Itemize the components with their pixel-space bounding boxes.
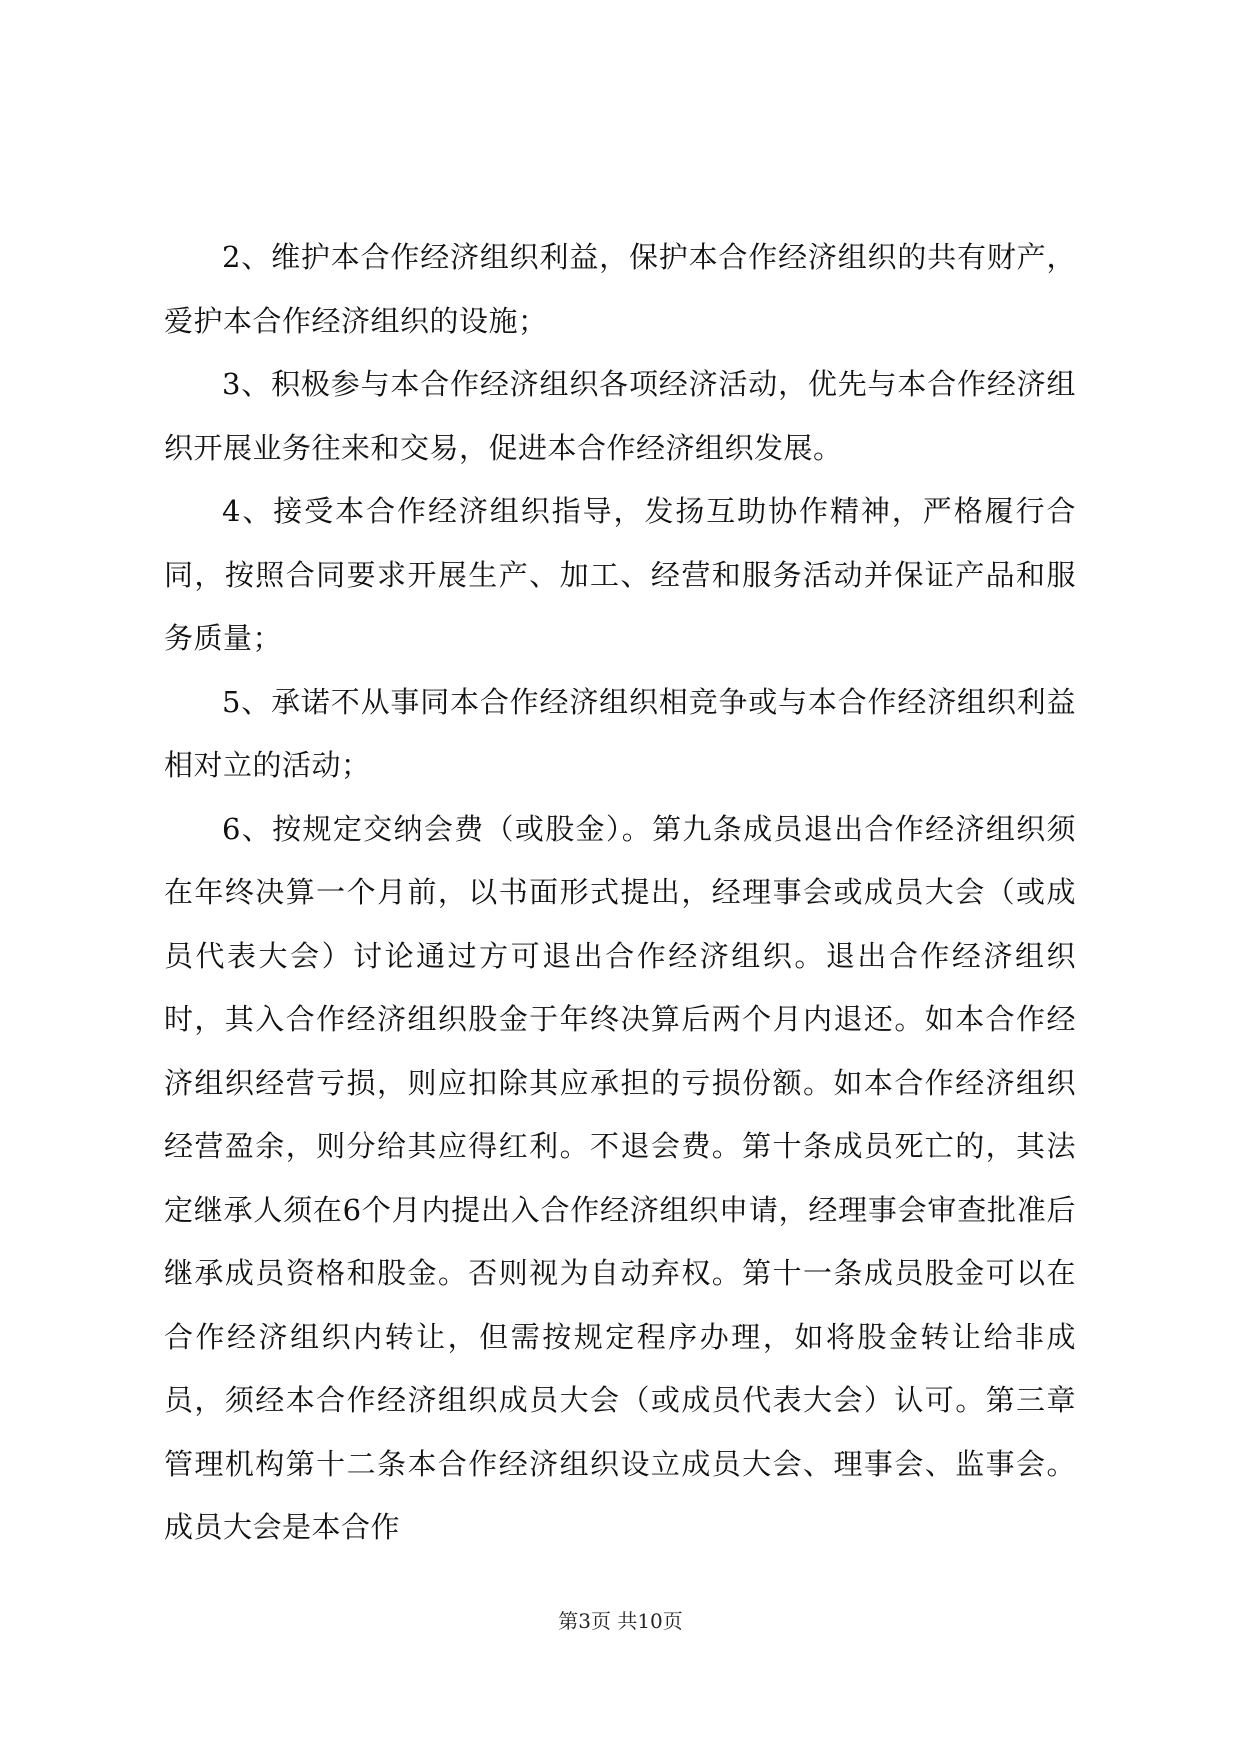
paragraph-item-3: 3、积极参与本合作经济组织各项经济活动，优先与本合作经济组织开展业务往来和交易，促进本合作经济组织发展。 [164,367,1076,465]
paragraph-item-2: 2、维护本合作经济组织利益，保护本合作经济组织的共有财产，爱护本合作经济组织的设施； [164,240,1076,338]
paragraph-item-6: 6、按规定交纳会费（或股金）。第九条成员退出合作经济组织须在年终决算一个月前，以书面形式提出，经理事会或成员大会（或成员代表大会）讨论通过方可退出合作经济组织。退出合作经济组织时，其入合作经济组织股金于年终决算后两个月内退还。如本合作经济组织经营亏损，则应扣除其应承担的亏损份额。如本合作经济组织经营盈余，则分给其应得红利。不退会费。第十条成员死亡的，其法定继承人须在6个月内提出入合作经济组织申请，经理事会审查批准后继承成员资格和股金。否则视为自动弃权。第十一条成员股金可以在合作经济组织内转让，但需按规定程序办理，如将股金转让给非成员，须经本合作经济组织成员大会（或成员代表大会）认可。第三章管理机构第十二条本合作经济组织设立成员大会、理事会、监事会。成员大会是本合作 [164,811,1076,1544]
paragraph-item-5: 5、承诺不从事同本合作经济组织相竞争或与本合作经济组织利益相对立的活动； [164,684,1076,782]
paragraph-item-4: 4、接受本合作经济组织指导，发扬互助协作精神，严格履行合同，按照合同要求开展生产、加工、经营和服务活动并保证产品和服务质量； [164,494,1076,655]
document-body [164,226,1076,1560]
page-number-footer: 第3页 共10页 [558,1609,683,1633]
